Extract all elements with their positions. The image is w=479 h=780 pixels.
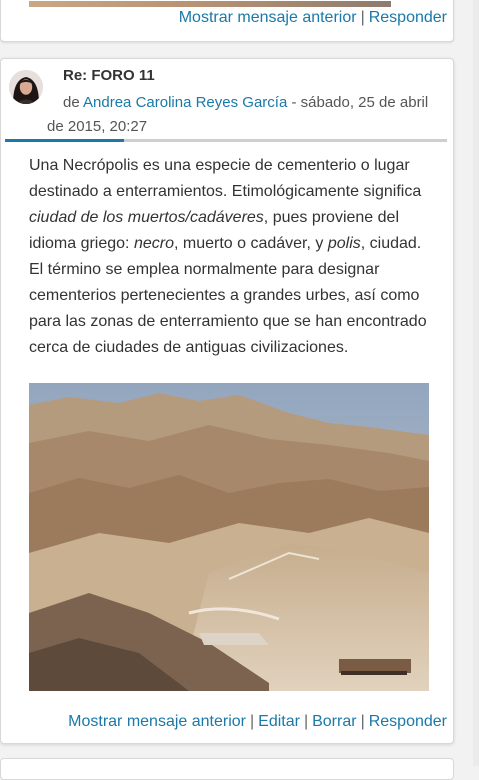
post-text-italic: necro xyxy=(133,235,174,252)
show-previous-message-link[interactable]: Mostrar mensaje anterior xyxy=(68,713,246,730)
page-scrollbar[interactable] xyxy=(473,0,479,766)
post-date: - sábado, 25 de abril de 2015, 20:27 xyxy=(47,94,429,135)
valley-landscape-image xyxy=(29,383,429,691)
show-previous-message-link[interactable]: Mostrar mensaje anterior xyxy=(178,9,357,26)
author-link[interactable]: Andrea Carolina Reyes García xyxy=(83,94,288,111)
read-progress-bar xyxy=(5,139,447,142)
post-image xyxy=(29,383,429,691)
by-prefix: de xyxy=(63,94,80,111)
post-text: , muerto o cadáver, y xyxy=(173,235,328,252)
previous-post-image xyxy=(29,1,391,7)
post-content xyxy=(29,153,439,361)
post-text-italic: polis xyxy=(327,235,361,252)
separator: | xyxy=(303,713,309,730)
reply-link[interactable]: Responder xyxy=(368,9,447,26)
edit-link[interactable]: Editar xyxy=(258,713,300,730)
post-text-italic: ciudad de los muertos/cadáveres xyxy=(29,209,264,226)
separator: | xyxy=(360,713,365,730)
previous-post-actions xyxy=(179,9,447,27)
user-photo-icon xyxy=(9,70,43,104)
separator: | xyxy=(250,713,255,730)
reply-link[interactable]: Responder xyxy=(368,713,447,730)
post-text: , ciudad. El término se emplea normalmente para designar cementerios pertenecientes a grandes urbes, así como para las zonas de enterramiento que se han encontrado cerca de ciudades de antiguas civilizaciones. xyxy=(29,235,427,356)
post-subject: Re: FORO 11 xyxy=(63,67,155,84)
read-progress-fill xyxy=(5,139,124,142)
forum-post xyxy=(0,58,454,744)
previous-post-card xyxy=(0,0,454,42)
post-text: Una Necrópolis es una especie de cementerio o lugar destinado a enterramientos. Etimológicamente significa xyxy=(29,157,422,200)
avatar[interactable] xyxy=(9,70,43,104)
delete-link[interactable]: Borrar xyxy=(312,713,357,730)
post-byline xyxy=(47,91,447,139)
separator: | xyxy=(360,9,365,26)
post-text: , pues proviene del idioma griego: xyxy=(29,209,399,252)
next-post-card xyxy=(0,758,454,780)
post-actions xyxy=(68,713,447,731)
